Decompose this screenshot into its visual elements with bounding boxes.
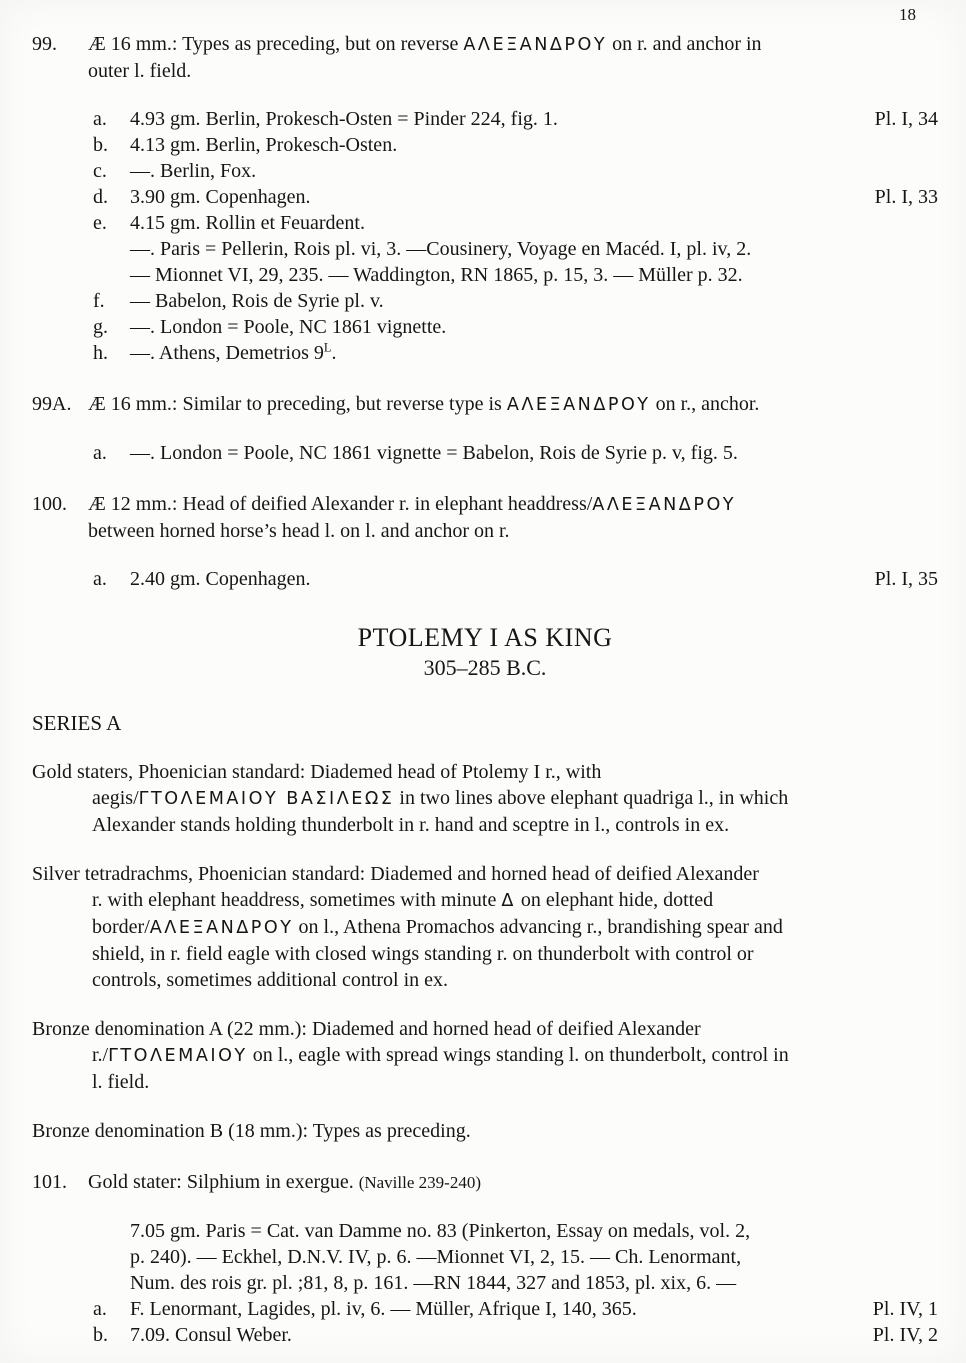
specimen-text [130, 106, 558, 132]
paragraph-line [32, 941, 938, 967]
specimen-letter: d. [93, 186, 108, 208]
specimen-text-line [130, 340, 336, 366]
body-text: in two lines above elephant quadriga l., in which [394, 787, 789, 809]
body-text: 7.09. Consul Weber. [130, 1324, 292, 1346]
entry-number: 101. [32, 1171, 67, 1193]
specimen-row [93, 1322, 938, 1348]
body-text: —. London = Poole, NC 1861 vignette = Babelon, Rois de Syrie p. v, fig. 5. [130, 442, 738, 464]
entry-head [32, 1169, 938, 1196]
type-description-paragraph [32, 1016, 938, 1095]
entry-description [88, 491, 938, 544]
specimen-row [93, 1218, 938, 1322]
page-number: 18 [899, 5, 916, 24]
greek-legend-text: Δ [501, 891, 516, 911]
specimen-letter: g. [93, 316, 108, 338]
specimen-text [130, 440, 738, 466]
type-description-paragraph [32, 759, 938, 838]
superscript-text: L [323, 340, 332, 355]
body-text: r./ [92, 1044, 109, 1066]
section-dates: 305–285 B.C. [423, 655, 547, 680]
body-text: r. with elephant headdress, sometimes with minute [92, 889, 502, 911]
plate-reference: Pl. I, 34 [874, 108, 938, 130]
specimen-list [93, 106, 938, 366]
body-text: —. London = Poole, NC 1861 vignette. [130, 316, 447, 338]
specimen-text [130, 210, 365, 236]
specimen-text [130, 158, 256, 184]
specimen-text [130, 314, 446, 340]
specimen-letter: c. [93, 160, 107, 182]
specimen-row [93, 210, 938, 236]
specimen-list [93, 566, 938, 592]
catalog-entry [32, 391, 938, 466]
body-text: Gold stater: Silphium in exergue. [88, 1171, 359, 1193]
specimen-text [130, 132, 397, 158]
specimen-text-line [130, 236, 751, 262]
paragraph-line [32, 785, 938, 812]
body-text: 3.90 gm. Copenhagen. [130, 186, 311, 208]
specimen-row [93, 236, 938, 314]
specimen-text-line [130, 566, 311, 592]
specimen-text-line [130, 1244, 750, 1270]
body-text: F. Lenormant, Lagides, pl. iv, 6. — Müller, Afrique I, 140, 365. [130, 1298, 637, 1320]
specimen-letter: a. [93, 568, 107, 590]
body-text: Alexander stands holding thunderbolt in r. hand and sceptre in l., controls in ex. [92, 814, 730, 836]
specimen-text-line [130, 262, 751, 288]
plate-reference: Pl. I, 33 [874, 186, 938, 208]
paragraph-line [32, 887, 938, 914]
specimen-text-line [130, 158, 256, 184]
greek-legend-text: ΑΛΕΞΑΝΔΡΟΥ [506, 395, 651, 415]
entry-number: 99. [32, 33, 57, 55]
specimen-text [130, 340, 336, 366]
body-text: 4.13 gm. Berlin, Prokesch-Osten. [130, 134, 398, 156]
specimen-text [130, 184, 311, 210]
greek-legend-text: ΓΤΟΛΕΜΑΙΟΥ [108, 1046, 248, 1066]
paragraph-line [32, 914, 938, 941]
specimen-row [93, 340, 938, 366]
specimen-text-line [130, 440, 738, 466]
specimen-text [130, 236, 751, 314]
paragraph-line [32, 1118, 938, 1144]
body-text: aegis/ [92, 787, 139, 809]
entry-description-line [88, 391, 938, 418]
entry-description [88, 31, 938, 84]
specimen-text-line [130, 288, 751, 314]
body-text: 7.05 gm. Paris = Cat. van Damme no. 83 (Pinkerton, Essay on medals, vol. 2, [130, 1220, 751, 1242]
entry-number: 99A. [32, 393, 72, 415]
entry-head [32, 31, 938, 84]
entry-number: 100. [32, 493, 67, 515]
plate-reference: Pl. IV, 2 [872, 1324, 938, 1346]
paragraph-line [32, 1042, 938, 1069]
plate-reference: Pl. I, 35 [874, 568, 938, 590]
body-text: — Mionnet VI, 29, 235. — Waddington, RN 1865, p. 15, 3. — Müller p. 32. [130, 264, 743, 286]
specimen-text [130, 566, 311, 592]
body-text: outer l. field. [88, 60, 192, 82]
body-text: 4.15 gm. Rollin et Feuardent. [130, 212, 365, 234]
body-text: on r., anchor. [650, 393, 760, 415]
body-text: Bronze denomination B (18 mm.): Types as preceding. [32, 1120, 471, 1142]
specimen-text-line [130, 184, 311, 210]
specimen-letter: a. [93, 442, 107, 464]
specimen-row [93, 184, 938, 210]
body-text: —. Paris = Pellerin, Rois pl. vi, 3. —Cousinery, Voyage en Macéd. I, pl. iv, 2. [130, 238, 752, 260]
body-text: on elephant hide, dotted [515, 889, 714, 911]
entry-head [32, 491, 938, 544]
body-text: 4.93 gm. Berlin, Prokesch-Osten = Pinder 224, fig. 1. [130, 108, 558, 130]
body-text: — Babelon, Rois de Syrie pl. v. [130, 290, 384, 312]
catalog-entry [32, 1169, 938, 1348]
entry-description-line [88, 31, 938, 58]
specimen-row [93, 106, 938, 132]
body-text: on r. and anchor in [607, 33, 762, 55]
body-text: l. field. [92, 1071, 150, 1093]
section-heading [32, 622, 938, 682]
specimen-letter: e. [93, 212, 107, 234]
paragraph-line [32, 1016, 938, 1042]
body-text: on l., eagle with spread wings standing l. on thunderbolt, control in [247, 1044, 789, 1066]
body-text: Num. des rois gr. pl. ;81, 8, p. 161. —RN 1844, 327 and 1853, pl. xix, 6. — [130, 1272, 737, 1294]
body-text: . [331, 342, 337, 364]
type-description-paragraph [32, 861, 938, 993]
specimen-text-line [130, 210, 365, 236]
paragraph-line [32, 861, 938, 887]
specimen-row [93, 314, 938, 340]
paragraph-line [32, 759, 938, 785]
body-text: —. Athens, Demetrios 9 [130, 342, 324, 364]
specimen-text-line [130, 106, 558, 132]
specimen-letter: a. [93, 1298, 107, 1320]
page-content [32, 31, 938, 1348]
specimen-text-line [130, 1296, 750, 1322]
body-text: on l., Athena Promachos advancing r., brandishing spear and [293, 916, 783, 938]
body-text: controls, sometimes additional control in ex. [92, 969, 449, 991]
specimen-letter: h. [93, 342, 108, 364]
specimen-list [93, 1218, 938, 1348]
section-title: PTOLEMY I AS KING [357, 623, 613, 652]
greek-legend-text: ΑΛΕΞΑΝΔΡΟΥ [463, 35, 608, 55]
specimen-letter: b. [93, 1324, 108, 1346]
paragraph-line [32, 967, 938, 993]
specimen-letter: b. [93, 134, 108, 156]
plate-reference: Pl. IV, 1 [872, 1298, 938, 1320]
entry-description-line [88, 1169, 938, 1196]
body-text: Æ 16 mm.: Types as preceding, but on reverse [88, 33, 464, 55]
type-description-paragraph [32, 1118, 938, 1144]
entry-description-line [88, 491, 938, 518]
specimen-row [93, 132, 938, 158]
reference-note-text: (Naville 239-240) [358, 1173, 481, 1192]
body-text: between horned horse’s head l. on l. and anchor on r. [88, 520, 510, 542]
specimen-text-line [130, 1322, 292, 1348]
body-text: Bronze denomination A (22 mm.): Diademed and horned head of deified Alexander [32, 1018, 701, 1040]
greek-legend-text: ΑΛΕΞΑΝΔΡΟΥ [149, 918, 294, 938]
catalog-entry [32, 31, 938, 366]
specimen-text [130, 1322, 292, 1348]
specimen-text [130, 1218, 750, 1322]
body-text: shield, in r. field eagle with closed wings standing r. on thunderbolt with control or [92, 943, 754, 965]
specimen-letter: f. [93, 290, 105, 312]
paragraph-line [32, 812, 938, 838]
specimen-text-line [130, 314, 446, 340]
specimen-row [93, 158, 938, 184]
specimen-text-line [130, 1270, 750, 1296]
body-text: border/ [92, 916, 150, 938]
body-text: —. Berlin, Fox. [130, 160, 257, 182]
entry-description-line [88, 518, 938, 544]
body-text: Æ 16 mm.: Similar to preceding, but reverse type is [88, 393, 507, 415]
specimen-text-line [130, 1218, 750, 1244]
body-text: p. 240). — Eckhel, D.N.V. IV, p. 6. —Mionnet VI, 2, 15. — Ch. Lenormant, [130, 1246, 742, 1268]
specimen-row [93, 566, 938, 592]
entry-description [88, 1169, 938, 1196]
entry-head [32, 391, 938, 418]
body-text: Gold staters, Phoenician standard: Diademed head of Ptolemy I r., with [32, 761, 602, 783]
specimen-letter: a. [93, 108, 107, 130]
entry-description-line [88, 58, 938, 84]
paragraph-line [32, 1069, 938, 1095]
catalog-entry [32, 491, 938, 592]
specimen-text-line [130, 132, 397, 158]
specimen-row [93, 440, 938, 466]
greek-legend-text: ΑΛΕΞΑΝΔΡΟΥ [592, 495, 737, 515]
body-text: 2.40 gm. Copenhagen. [130, 568, 311, 590]
entry-description [88, 391, 938, 418]
body-text: Æ 12 mm.: Head of deified Alexander r. in elephant headdress/ [88, 493, 593, 515]
greek-legend-text: ΓΤΟΛΕΜΑΙΟΥ ΒΑΣΙΛΕΩΣ [138, 789, 395, 809]
specimen-list [93, 440, 938, 466]
body-text: Silver tetradrachms, Phoenician standard: Diademed and horned head of deified Alexander [32, 863, 759, 885]
series-label: SERIES A [32, 711, 122, 735]
